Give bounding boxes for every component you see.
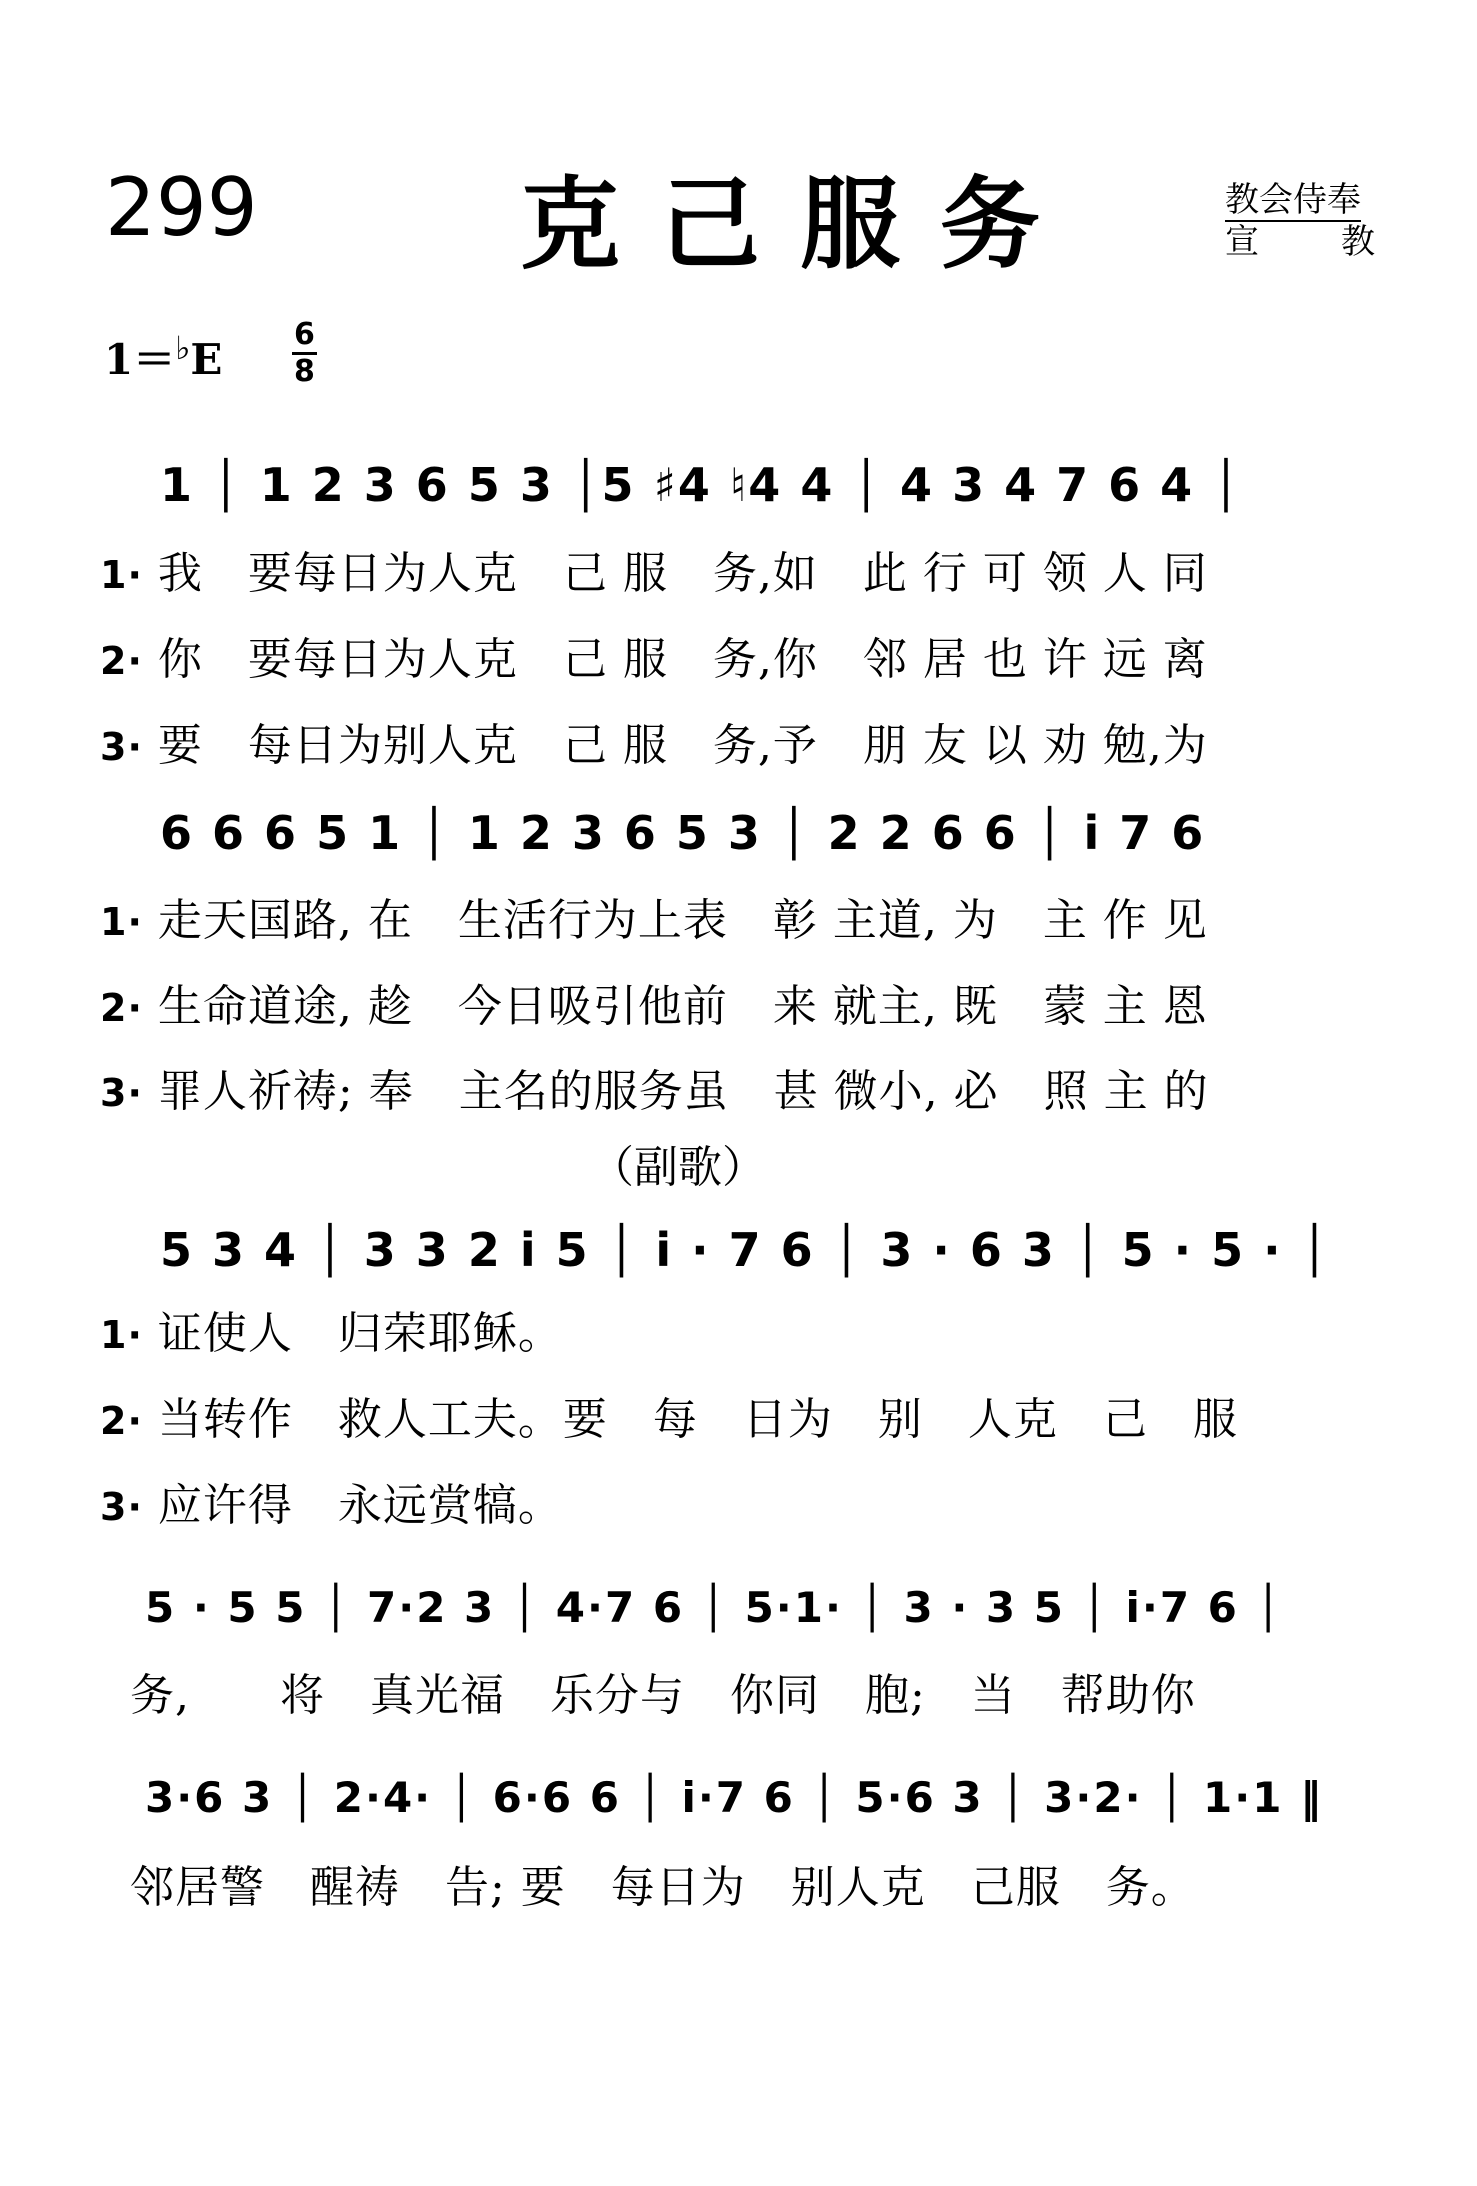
lyric-line [100,1478,563,1535]
time-signature-top: 6 [292,318,317,355]
refrain-line-2: 邻居警 醒祷 告; 要 每日为 别人克 己服 务。 [130,1862,1196,1913]
category-label: 教会侍奉 [1225,180,1361,220]
lyric-text: 应许得 永远赏犒。 [157,1480,563,1531]
hymn-number: 299 [105,161,258,254]
flat-icon: ♭ [175,329,191,367]
lyric-line [100,632,1208,689]
lyric-text: 当转作 救人工夫。要 每 日为 别 人克 己 服 [157,1394,1238,1445]
hymn-title: 克己服务 [520,166,1080,283]
verse-number: 3· [100,1485,143,1529]
notation-row-1: 1 │ 1 2 3 6 5 3 │5 ♯4 ♮4 4 │ 4 3 4 7 6 4 │ [160,458,1242,512]
verse-number: 3· [100,725,143,769]
lyric-line [100,1392,1238,1449]
lyric-text: 证使人 归荣耶稣。 [157,1308,563,1359]
verse-number: 2· [100,986,143,1030]
subcategory-part-2: 教 [1341,222,1375,262]
notation-row-2: 6 6 6 5 1 │ 1 2 3 6 5 3 │ 2 2 6 6 │ i 7 6 [160,806,1206,860]
key-prefix: 1＝ [104,335,176,384]
lyric-line [100,893,1208,950]
lyric-line [100,979,1208,1036]
lyric-line [100,1306,563,1363]
lyric-line [100,1064,1209,1121]
key-signature [104,329,223,385]
lyric-text: 生命道途, 趁 今日吸引他前 来 就主, 既 蒙 主 恩 [157,981,1208,1032]
verse-number: 1· [100,900,143,944]
verse-number: 3· [100,1071,143,1115]
verse-number: 2· [100,639,143,683]
refrain-line-1: 务, 将 真光福 乐分与 你同 胞; 当 帮助你 [130,1670,1196,1721]
subcategory-label [1225,222,1375,262]
verse-number: 1· [100,553,143,597]
subcategory-part-1: 宣 [1225,222,1259,262]
lyric-line [100,546,1208,603]
time-signature [292,318,317,389]
key-letter: E [190,335,223,384]
verse-number: 1· [100,1313,143,1357]
notation-row-5: 3·6 3 │ 2·4· │ 6·6 6 │ i·7 6 │ 5·6 3 │ 3·2· │ 1·1 ‖ [145,1773,1324,1822]
chorus-label: （副歌） [590,1142,766,1193]
notation-row-4: 5 · 5 5 │ 7·2 3 │ 4·7 6 │ 5·1· │ 3 · 3 5 │ i·7 6 │ [145,1583,1283,1632]
lyric-text: 你 要每日为人克 己 服 务,你 邻 居 也 许 远 离 [157,634,1208,685]
lyric-text: 罪人祈祷; 奉 主名的服务虽 甚 微小, 必 照 主 的 [157,1066,1209,1117]
time-signature-bottom: 8 [294,354,315,389]
notation-row-3: 5 3 4 │ 3 3 2 i 5 │ i · 7 6 │ 3 · 6 3 │ 5 · 5 · │ [160,1223,1331,1277]
lyric-text: 我 要每日为人克 己 服 务,如 此 行 可 领 人 同 [157,548,1208,599]
lyric-text: 走天国路, 在 生活行为上表 彰 主道, 为 主 作 见 [157,895,1208,946]
lyric-text: 要 每日为别人克 己 服 务,予 朋 友 以 劝 勉,为 [157,720,1208,771]
lyric-line [100,718,1208,775]
verse-number: 2· [100,1399,143,1443]
